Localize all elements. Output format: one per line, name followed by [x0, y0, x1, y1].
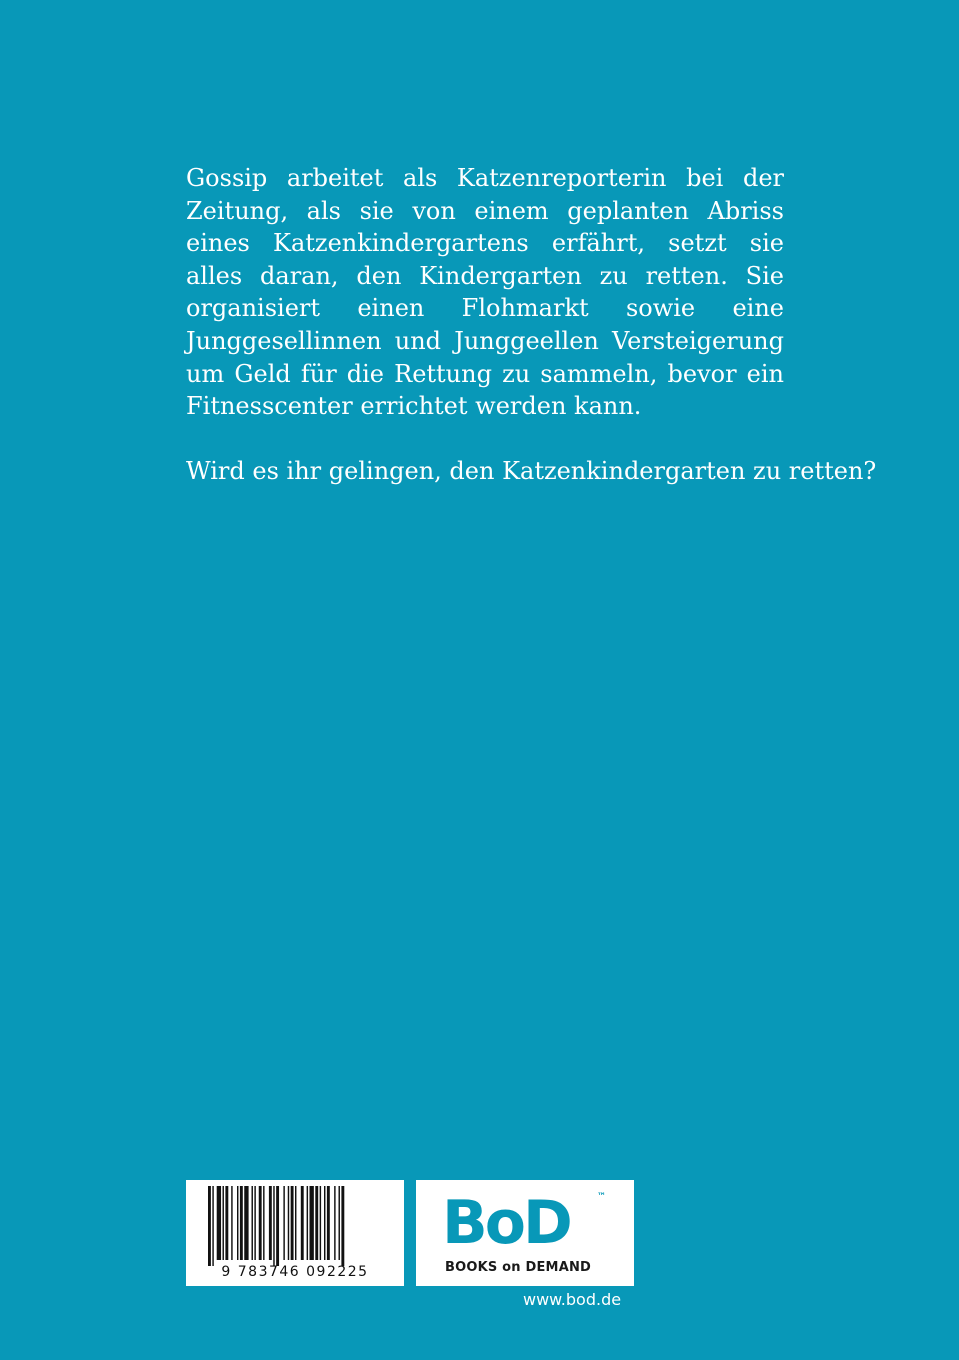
- barcode-bar: [269, 1186, 272, 1260]
- barcode-bar: [315, 1186, 318, 1260]
- barcode-bar: [244, 1186, 248, 1260]
- barcode-bar: [288, 1186, 289, 1260]
- barcode-bar: [231, 1186, 232, 1260]
- barcode-bar: [291, 1186, 294, 1260]
- barcode-bar: [259, 1186, 262, 1260]
- barcode-bar: [301, 1186, 304, 1260]
- publisher-tagline: BOOKS on DEMAND: [445, 1260, 592, 1275]
- barcode-bar: [339, 1186, 340, 1260]
- isbn-barcode: [186, 1180, 404, 1286]
- isbn-number: 9 783746 092225: [221, 1264, 369, 1280]
- barcode-bar: [276, 1186, 279, 1266]
- barcode-bar: [307, 1186, 308, 1260]
- publisher-logo: [416, 1180, 634, 1286]
- barcode-bar: [223, 1186, 224, 1260]
- barcode-bar: [212, 1186, 213, 1266]
- bod-logo-mark: BoD: [442, 1188, 570, 1258]
- barcode-bar: [334, 1186, 335, 1260]
- barcode-bar: [217, 1186, 221, 1260]
- barcode-bar: [324, 1186, 325, 1260]
- barcode-bar: [254, 1186, 255, 1260]
- back-cover-blurb: [186, 162, 877, 488]
- barcode-bar: [252, 1186, 253, 1260]
- barcode-bar: [225, 1186, 228, 1260]
- trademark-symbol: ™: [597, 1192, 606, 1202]
- barcode-bar: [327, 1186, 330, 1260]
- barcode-bar: [273, 1186, 274, 1266]
- blurb-paragraph: Gossip arbeitet als Katzenreporterin bei der Zeitung, als sie von einem geplanten Abriss eines Katzenkindergartens erfährt, setzt sie alles daran, den Kindergarten zu retten. Sie organisiert einen Flohmarkt sowie eine Junggesellinnen und Junggeellen Versteigerung um Geld für die Rettung zu sammeln, bevor ein Fitnesscenter errichtet werden kann.: [186, 164, 784, 421]
- barcode-bar: [240, 1186, 243, 1260]
- barcode-bar: [320, 1186, 321, 1260]
- barcode-bar: [237, 1186, 238, 1260]
- barcode-bar: [341, 1186, 344, 1266]
- barcode-bar: [310, 1186, 314, 1260]
- barcode-bar: [283, 1186, 284, 1260]
- barcode-bar: [295, 1186, 296, 1260]
- blurb-question: Wird es ihr gelingen, den Katzenkindergarten zu retten?: [186, 457, 877, 486]
- publisher-website: www.bod.de: [523, 1290, 622, 1309]
- barcode-bar: [208, 1186, 211, 1266]
- barcode-bar: [263, 1186, 264, 1260]
